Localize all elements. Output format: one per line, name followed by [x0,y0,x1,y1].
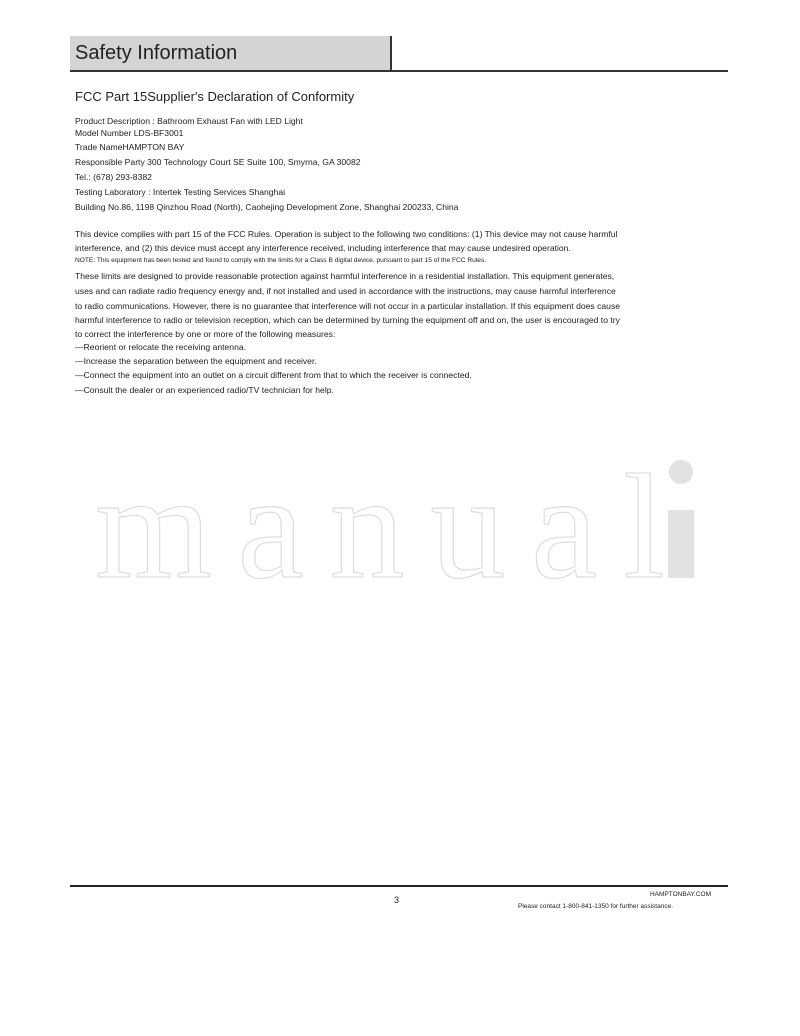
measure-item: —Consult the dealer or an experienced radio/TV technician for help. [75,385,334,395]
info-line: Product Description : Bathroom Exhaust Fan with LED Light [75,116,303,126]
info-line: Building No.86, 1198 Qinzhou Road (North), Caohejing Development Zone, Shanghai 200233, China [75,202,459,212]
info-line: Trade NameHAMPTON BAY [75,142,185,152]
body-line: to radio communications. However, there is no guarantee that interference will not occur in a particular installation. If this equipment does cause [75,301,621,311]
info-line: Tel.: (678) 293-8382 [75,172,152,182]
page-title: Safety Information [75,42,238,64]
info-line: Testing Laboratory : Intertek Testing Services Shanghai [75,187,286,197]
measure-item: —Increase the separation between the equipment and receiver. [75,356,317,366]
footer-rule [70,885,728,887]
body-line: uses and can radiate radio frequency energy and, if not installed and used in accordance with the instructions, may cause harmful interference [75,286,616,296]
page-number: 3 [394,895,400,905]
body-line: This device complies with part 15 of the FCC Rules. Operation is subject to the following two conditions: (1) This device may not cause harmful [75,229,618,239]
watermark-text: manual [95,455,665,585]
info-line: Model Number LDS-BF3001 [75,128,184,138]
watermark [95,455,705,585]
footer-contact: Please contact 1-800-841-1350 for further assistance. [518,903,674,910]
watermark-i-dot [669,460,693,484]
section-heading: FCC Part 15Supplier's Declaration of Conformity [75,89,355,104]
header-divider [390,36,392,71]
measure-item: —Connect the equipment into an outlet on a circuit different from that to which the receiver is connected. [75,370,472,380]
body-line: harmful interference to radio or television reception, which can be determined by turning the equipment off and on, the user is encouraged to try [75,315,620,325]
watermark-i-stem [668,510,694,578]
note-line: NOTE: This equipment has been tested and found to comply with the limits for a Class B digital device, pursuant to part 15 of the FCC Rules. [75,257,487,264]
footer-website: HAMPTONBAY.COM [649,891,711,898]
measure-item: —Reorient or relocate the receiving antenna. [75,342,247,352]
body-line: to correct the interference by one or more of the following measures: [75,329,336,339]
body-line: These limits are designed to provide reasonable protection against harmful interference in a residential installation. This equipment generates, [75,271,615,281]
body-line: interference, and (2) this device must accept any interference received, including interference that may cause undesired operation. [75,243,571,253]
info-line: Responsible Party 300 Technology Court SE Suite 100, Smyrna, GA 30082 [75,157,361,167]
header-rule [70,70,728,72]
